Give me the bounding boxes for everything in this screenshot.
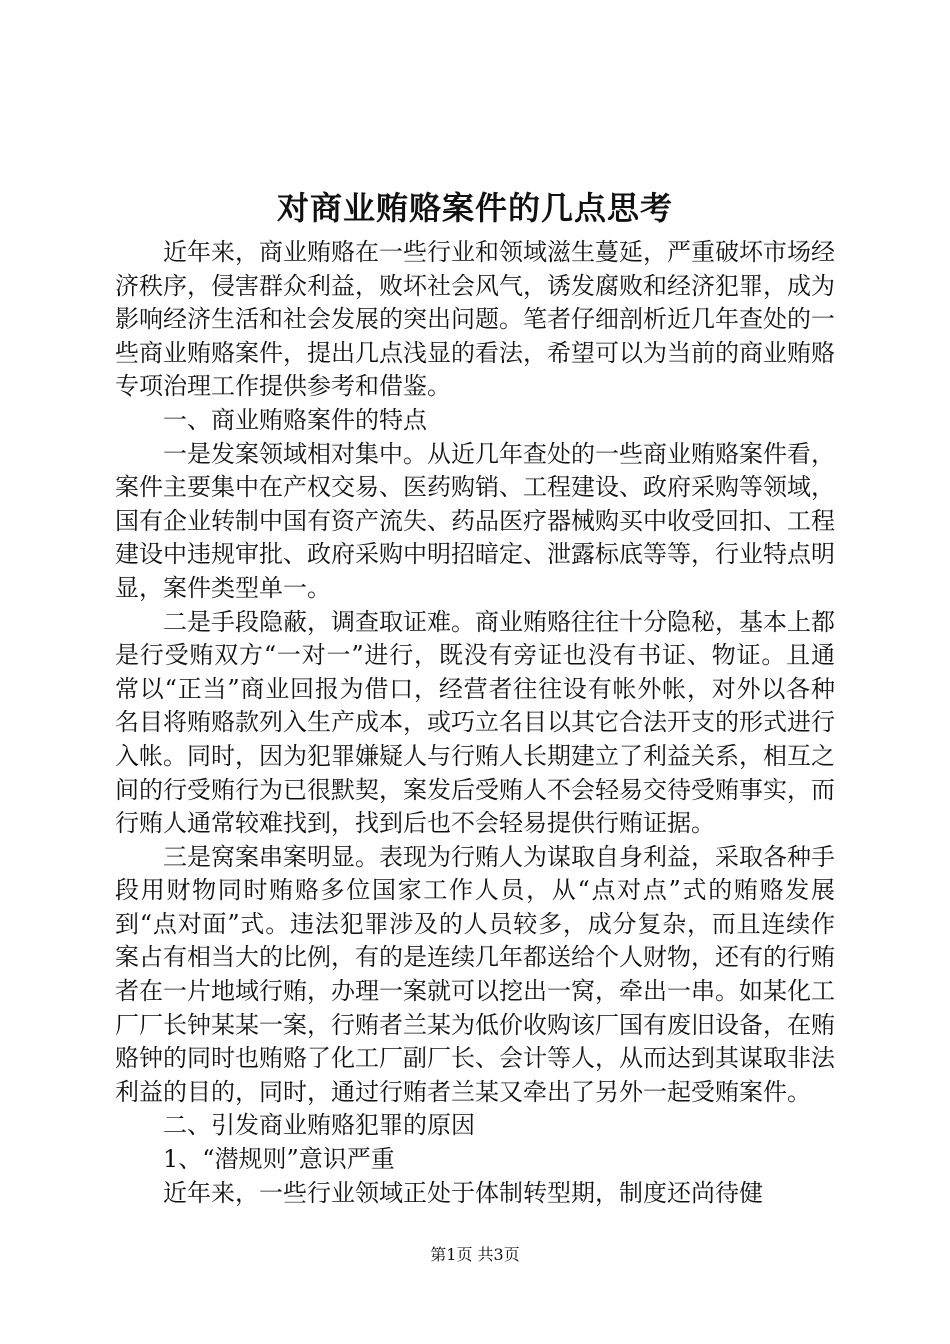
subsection-heading-1: 1、“潜规则”意识严重 xyxy=(163,1145,395,1174)
document-title: 对商业贿赂案件的几点思考 xyxy=(276,189,673,227)
paragraph-cause-1: 近年来，一些行业领域正处于体制转型期，制度还尚待健 xyxy=(163,1178,763,1207)
section-heading-2: 二、引发商业贿赂犯罪的原因 xyxy=(163,1111,475,1140)
page-footer: 第1页 共3页 xyxy=(430,1245,520,1264)
section-heading-1: 一、商业贿赂案件的特点 xyxy=(163,405,427,434)
paragraph-feature-3: 三是窝案串案明显。表现为行贿人为谋取自身利益，采取各种手段用财物同时贿赂多位国家工作人员，从“点对点”式的贿赂发展到“点对面”式。违法犯罪涉及的人员较多，成分复杂，而且连续作案占有相当大的比例，有的是连续几年都送给个人财物，还有的行贿者在一片地域行贿，办理一案就可以挖出一窝，牵出一串。如某化工厂厂长钟某某一案，行贿者兰某为低价收购该厂国有废旧设备，在贿赂钟的同时也贿赂了化工厂副厂长、会计等人，从而达到其谋取非法利益的目的，同时，通过行贿者兰某又牵出了另外一起受贿案件。 xyxy=(115,842,835,1106)
document-body xyxy=(115,236,835,1210)
paragraph-feature-1: 一是发案领域相对集中。从近几年查处的一些商业贿赂案件看，案件主要集中在产权交易、医药购销、工程建设、政府采购等领域，国有企业转制中国有资产流失、药品医疗器械购买中收受回扣、工程建设中违规审批、政府采购中明招暗定、泄露标底等等，行业特点明显，案件类型单一。 xyxy=(115,439,835,602)
paragraph-intro: 近年来，商业贿赂在一些行业和领域滋生蔓延，严重破坏市场经济秩序，侵害群众利益，败坏社会风气，诱发腐败和经济犯罪，成为影响经济生活和社会发展的突出问题。笔者仔细剖析近几年查处的一些商业贿赂案件，提出几点浅显的看法，希望可以为当前的商业贿赂专项治理工作提供参考和借鉴。 xyxy=(115,238,835,401)
paragraph-feature-2: 二是手段隐蔽，调查取证难。商业贿赂往往十分隐秘，基本上都是行受贿双方“一对一”进行，既没有旁证也没有书证、物证。且通常以“正当”商业回报为借口，经营者往往设有帐外帐，对外以各种名目将贿赂款列入生产成本，或巧立名目以其它合法开支的形式进行入帐。同时，因为犯罪嫌疑人与行贿人长期建立了利益关系，相互之间的行受贿行为已很默契，案发后受贿人不会轻易交待受贿事实，而行贿人通常较难找到，找到后也不会轻易提供行贿证据。 xyxy=(115,607,835,838)
